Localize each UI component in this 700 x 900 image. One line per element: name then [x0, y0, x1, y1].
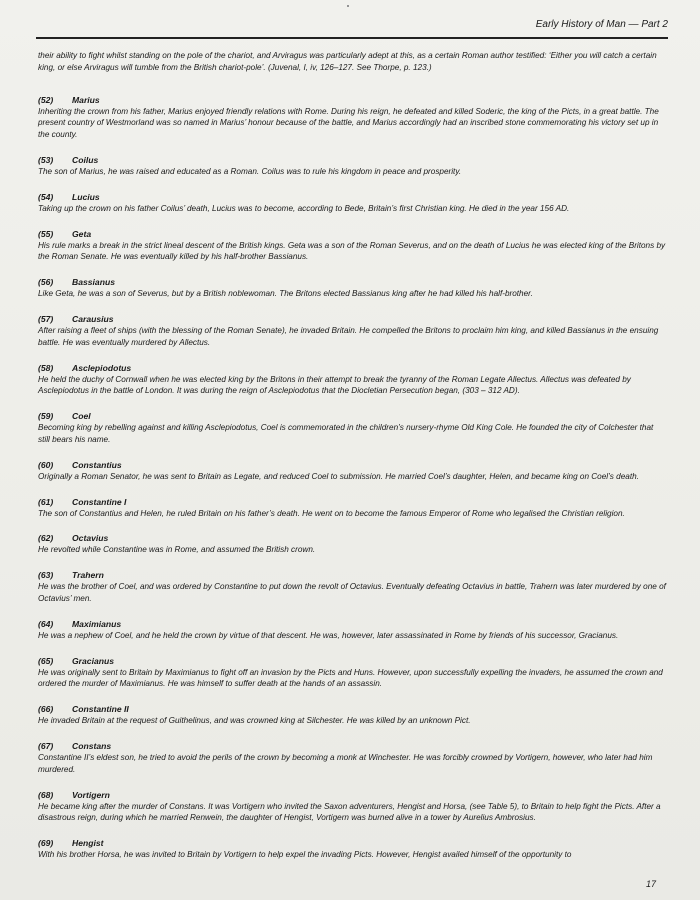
- entry-number: (58): [38, 362, 54, 373]
- entry: [38, 532, 666, 556]
- entry-heading: [38, 837, 666, 849]
- entry: [38, 496, 666, 520]
- entry-heading: [38, 496, 666, 508]
- entry-text: He invaded Britain at the request of Guithelinus, and was crowned king at Silchester. He was killed by an unknown Pict.: [38, 716, 471, 726]
- entry: [38, 703, 666, 727]
- entry-name: Constantius: [72, 459, 122, 470]
- entry: [38, 569, 666, 605]
- entry-name: Constantine I: [72, 496, 127, 507]
- entry: [38, 276, 666, 300]
- entry-name: Geta: [72, 228, 92, 239]
- entry: [38, 228, 666, 264]
- entry-number: (60): [38, 459, 54, 470]
- entry-number: (66): [38, 704, 54, 715]
- entry: [38, 740, 666, 776]
- entry-number: (61): [38, 496, 54, 507]
- entry-text: Like Geta, he was a son of Severus, but by a British noblewoman. The Britons elected Bassianus king after he had killed his half-brother.: [38, 289, 533, 299]
- entry-text: Inheriting the crown from his father, Marius enjoyed friendly relations with Rome. During his reign, he defeated and killed Soderic, the king of the Picts, in a great battle. The present country of Westmorland was so named in Marius’ honour because of the battle, and Marius accordingly had an inscribed stone commemorating his victory set up in the county.: [38, 106, 659, 140]
- page-number: 17: [645, 879, 656, 889]
- entry: [38, 362, 666, 398]
- entry-name: Lucius: [72, 191, 100, 202]
- entry-name: Coilus: [72, 154, 99, 165]
- entry-number: (59): [38, 411, 54, 422]
- entry-heading: [38, 313, 666, 325]
- entry-heading: [38, 703, 666, 715]
- entry-text: Constantine II’s eldest son, he tried to avoid the perils of the crown by becoming a monk at Winchester. He was forcibly crowned by Vortigern, however, who later had him murdered.: [38, 752, 653, 774]
- entry-number: (63): [38, 570, 54, 581]
- entry-name: Marius: [72, 94, 100, 105]
- entry-number: (62): [38, 533, 54, 544]
- intro-paragraph: their ability to fight whilst standing on the pole of the chariot, and Arviragus was particularly adept at this, as a certain Roman author testified: ‘Either you will catch a certain king, or else Arviragus will tumble from the British chariot-pole’. (Juvenal, I, iv, 126–127. See Thorpe, p. 123.): [38, 51, 657, 72]
- entry-text: He was originally sent to Britain by Maximianus to fight off an invasion by the Picts and Huns. However, upon successfully expelling the invaders, he assumed the crown and ordered the murder of Maximianus. He was himself to suffer death at the hands of an assassin.: [38, 667, 663, 689]
- entry-text: He was the brother of Coel, and was ordered by Constantine to put down the revolt of Octavius. Eventually defeating Octavius in battle, Trahern was later murdered by one of Octavius’ men.: [38, 582, 666, 603]
- entry-heading: [38, 228, 666, 240]
- entry: [38, 191, 666, 215]
- entry-text: He revolted while Constantine was in Rome, and assumed the British crown.: [38, 545, 316, 555]
- entry-heading: [38, 569, 666, 581]
- entry-text: Becoming king by rebelling against and killing Asclepiodotus, Coel is commemorated in the children’s nursery-rhyme Old King Cole. He founded the city of Colchester that still bears his name.: [38, 423, 654, 444]
- entry-name: Gracianus: [72, 655, 115, 666]
- entry-heading: [38, 94, 666, 106]
- entry: [38, 618, 666, 642]
- entry: [38, 837, 666, 861]
- entries-list: [38, 94, 666, 861]
- entry: [38, 94, 666, 141]
- entry-number: (67): [38, 740, 54, 751]
- entry-text: After raising a fleet of ships (with the blessing of the Roman Senate), he invaded Britain. He compelled the Britons to proclaim him king, and killed Bassianus in the ensuing battle. He was eventually murdered by Allectus.: [38, 325, 659, 347]
- header-rule: [36, 37, 668, 39]
- entry-text: He held the duchy of Cornwall when he was elected king by the Britons in their attempt to break the tyranny of the Roman Legate Allectus. Allectus was defeated by Asclepiodotus in the battle of London. It was during the reign of Asclepiodotus that the Diocletian Persecution began, (303 – 312 AD).: [38, 374, 631, 396]
- entry: [38, 655, 666, 691]
- entry-text: With his brother Horsa, he was invited to Britain by Vortigern to help expel the invading Picts. However, Hengist availed himself of the opportunity to: [38, 850, 572, 860]
- entry-name: Vortigern: [72, 789, 110, 800]
- entry-heading: [38, 618, 666, 630]
- entry-number: (55): [38, 228, 54, 239]
- entry-number: (68): [38, 789, 54, 800]
- entry: [38, 154, 666, 178]
- entry-heading: [38, 532, 666, 544]
- entry-heading: [38, 459, 666, 471]
- entry-heading: [38, 655, 666, 667]
- entry-name: Octavius: [72, 533, 109, 544]
- entry: [38, 789, 666, 825]
- entry-text: Taking up the crown on his father Coilus’ death, Lucius was to become, according to Bede, Britain’s first Christian king. He died in the year 156 AD.: [38, 203, 570, 213]
- entry-heading: [38, 410, 666, 422]
- entry-name: Bassianus: [72, 277, 115, 288]
- entry-name: Constantine II: [72, 704, 129, 715]
- entry-text: Originally a Roman Senator, he was sent to Britain as Legate, and reduced Coel to submission. He married Coel’s daughter, Helen, and became king on Coel’s death.: [38, 471, 639, 481]
- entry-heading: [38, 740, 666, 752]
- entry-text: The son of Constantius and Helen, he ruled Britain on his father’s death. He went on to become the famous Emperor of Rome who legalised the Christian religion.: [38, 508, 625, 518]
- entry-heading: [38, 362, 666, 374]
- entry-name: Coel: [72, 411, 91, 422]
- entry-heading: [38, 191, 666, 203]
- scan-speck: [347, 5, 349, 7]
- entry-number: (64): [38, 618, 54, 629]
- entry: [38, 313, 666, 349]
- entry-number: (53): [38, 154, 54, 165]
- entry-number: (52): [38, 94, 54, 105]
- body-text: [38, 50, 666, 874]
- entry-number: (69): [38, 838, 54, 849]
- entry-text: He was a nephew of Coel, and he held the crown by virtue of that descent. He was, however, later assassinated in Rome by friends of his successor, Gracianus.: [38, 630, 619, 640]
- entry-name: Constans: [72, 740, 112, 751]
- entry-name: Trahern: [72, 570, 104, 581]
- entry-heading: [38, 154, 666, 166]
- entry: [38, 410, 666, 446]
- entry-name: Asclepiodotus: [72, 362, 132, 373]
- entry-number: (57): [38, 313, 54, 324]
- entry-heading: [38, 789, 666, 801]
- running-header: Early History of Man — Part 2: [535, 19, 668, 30]
- entry-text: His rule marks a break in the strict lineal descent of the British kings. Geta was a son of the Roman Severus, and on the death of Lucius he was elected king of the Britons by the Roman Senate. He was eventually killed by his half-brother Bassianus.: [38, 240, 666, 262]
- entry-number: (54): [38, 191, 54, 202]
- entry-name: Hengist: [72, 838, 104, 849]
- entry-name: Carausius: [72, 313, 114, 324]
- entry-text: He became king after the murder of Constans. It was Vortigern who invited the Saxon adventurers, Hengist and Horsa, (see Table 5), to Britain to help fight the Picts. After a disastrous reign, during which he married Renwein, the daughter of Hengist, Vortigern was burned alive in a tower by Aurelius Ambrosius.: [38, 801, 661, 823]
- entry-number: (56): [38, 277, 54, 288]
- entry-heading: [38, 276, 666, 288]
- entry: [38, 459, 666, 483]
- entry-text: The son of Marius, he was raised and educated as a Roman. Coilus was to rule his kingdom in peace and prosperity.: [38, 166, 462, 176]
- entry-number: (65): [38, 655, 54, 666]
- entry-name: Maximianus: [72, 618, 122, 629]
